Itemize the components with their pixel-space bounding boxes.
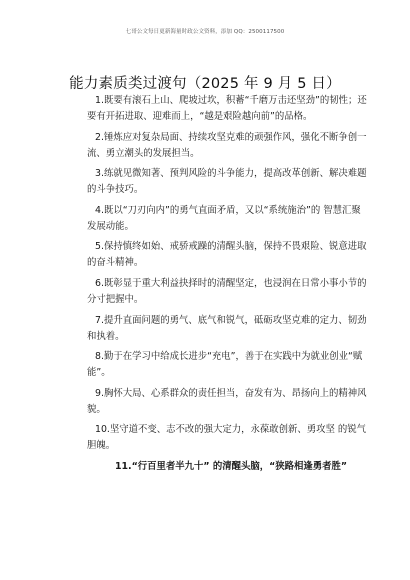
paragraph-3: 3.练就见微知著、预判风险的斗争能力，提高改革创新、解决难题的斗争技巧。 xyxy=(87,168,367,196)
paragraph-4: 4.既以“刀刃向内”的勇气直面矛盾，又以“系统施治”的 智慧汇聚发展动能。 xyxy=(87,204,361,232)
paragraph-6: 6.既彰显于重大利益抉择时的清醒坚定，也浸润在日常小事小节的分寸把握中。 xyxy=(87,277,367,305)
paragraph-7: 7.提升直面问题的勇气、底气和锐气，砥砺攻坚克难的定力、韧劲和执着。 xyxy=(87,314,367,342)
paragraph-2: 2.锤炼应对复杂局面、持续攻坚克难的顽强作风，强化不断争创一流、勇立潮头的发展担当。 xyxy=(87,131,367,159)
paragraph-11: 11.“行百里者半九十” 的清醒头脑，“狭路相逢勇者胜” xyxy=(115,460,348,472)
paragraph-8: 8.勤于在学习中给成长进步“充电”，善于在实践中为就业创业“赋能”。 xyxy=(87,351,363,379)
header-note: 七哥公文每日更新海量时政公文资料，添加 QQ：2500117500 xyxy=(125,29,285,35)
paragraph-9: 9.胸怀大局、心系群众的责任担当，奋发有为、昂扬向上的精神风貌。 xyxy=(87,387,367,415)
paragraph-10: 10.坚守道不变、志不改的强大定力，永葆敢创新、勇攻坚 的锐气胆魄。 xyxy=(87,424,367,452)
paragraph-1: 1.既要有滚石上山、爬坡过坎，积蓄“千磨万击还坚劲”的韧性；还要有开拓进取、迎难而上，“越是艰险越向前”的品格。 xyxy=(87,95,367,122)
document-title: 能力素质类过渡句（2025 年 9 月 5 日） xyxy=(69,76,341,92)
paragraph-5: 5.保持慎终如始、戒骄戒躁的清醒头脑，保持不畏艰险、锐意进取的奋斗精神。 xyxy=(87,241,367,269)
document-body xyxy=(87,93,370,480)
